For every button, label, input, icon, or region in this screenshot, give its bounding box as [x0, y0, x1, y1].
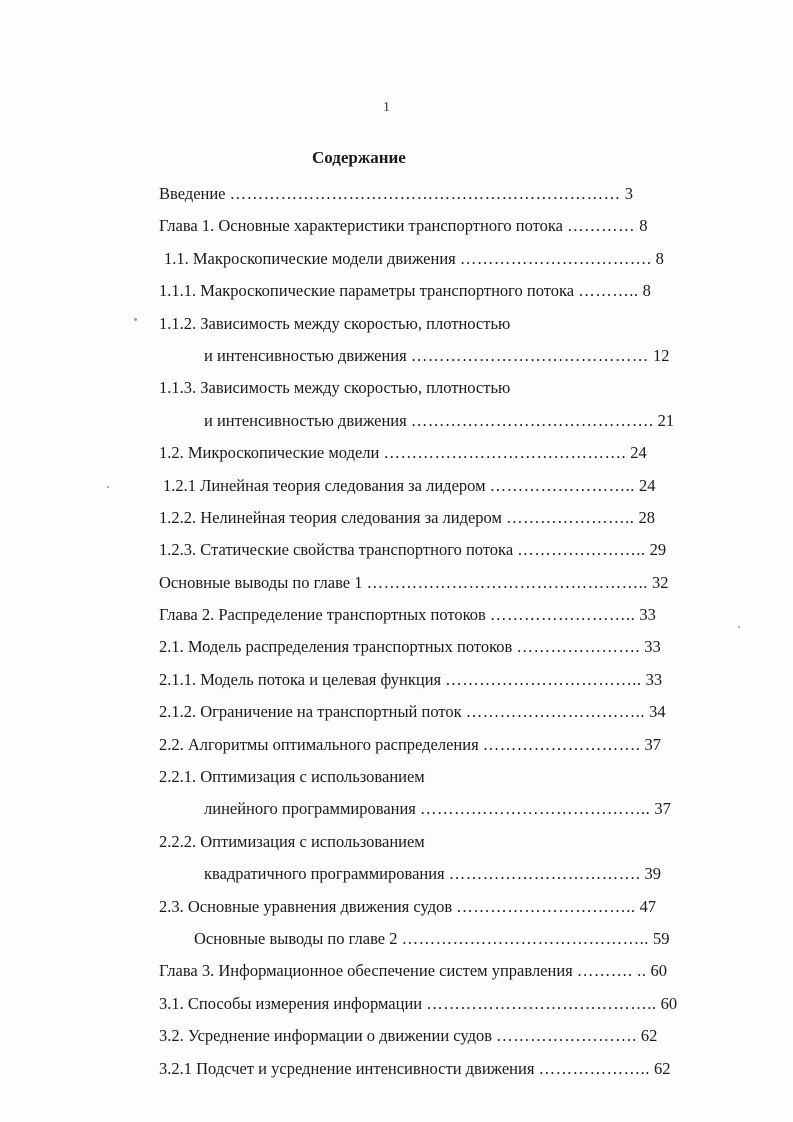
toc-page-number: 62	[640, 1026, 658, 1046]
toc-entry-line	[204, 340, 669, 372]
toc-entry-line	[159, 437, 647, 469]
toc-entry	[0, 340, 793, 372]
toc-leader-dots: …………………………………..	[420, 799, 651, 819]
toc-page-number: 47	[639, 896, 657, 916]
toc-page-number: 37	[644, 734, 662, 754]
toc-entry-text: Основные выводы по главе 2	[194, 928, 398, 948]
toc-leader-dots: …………	[567, 216, 636, 236]
page-title: Содержание	[312, 148, 406, 167]
toc-entry-text: линейного программирования	[204, 799, 416, 819]
toc-entry	[0, 1053, 793, 1085]
toc-page-number: 37	[654, 799, 671, 819]
scan-speck	[134, 318, 137, 321]
toc-entry	[0, 210, 793, 242]
toc-entry-line	[204, 793, 671, 825]
page-number: 1	[383, 100, 390, 115]
toc-leader-dots: …………………………………………..	[366, 572, 648, 592]
toc-entry-line	[159, 891, 656, 923]
toc-entry-text: 3.2. Усреднение информации о движении судов	[159, 1026, 493, 1046]
toc-entry-text: 1.1.3. Зависимость между скоростью, плотностью	[159, 378, 511, 398]
toc-entry	[0, 1020, 793, 1052]
toc-leader-dots: …………………………..	[465, 702, 646, 722]
toc-leader-dots: ………. ..	[576, 961, 647, 981]
toc-page-number: 59	[653, 928, 670, 948]
toc-entry	[0, 372, 793, 404]
toc-entry-text: 1.1.2. Зависимость между скоростью, плотностью	[159, 313, 511, 333]
toc-leader-dots: …………………………………..	[426, 993, 657, 1013]
toc-entry	[0, 178, 793, 210]
toc-leader-dots: ………………….	[516, 637, 641, 657]
toc-entry-line	[194, 923, 670, 955]
toc-leader-dots: …………………..	[517, 540, 646, 560]
toc-entry-text: Введение	[159, 184, 226, 203]
toc-page-number: 34	[649, 702, 666, 722]
toc-entry-text: Глава 1. Основные характеристики транспортного потока	[159, 216, 564, 236]
toc-entry-line	[159, 210, 648, 242]
toc-page-number: 60	[650, 961, 668, 981]
toc-entry	[0, 923, 793, 955]
toc-entry	[0, 502, 793, 534]
toc-entry	[0, 534, 793, 566]
toc-entry-line	[159, 178, 633, 210]
toc-entry-text: 2.2. Алгоритмы оптимального распределения	[159, 734, 479, 754]
toc-entry	[0, 275, 793, 307]
toc-entry	[0, 696, 793, 728]
toc-entry-text: 1.2.3. Статические свойства транспортного потока	[159, 540, 514, 560]
toc-entry-line	[159, 664, 662, 696]
toc-entry-text: и интенсивностью движения	[204, 410, 407, 430]
toc-leader-dots: …………………….	[496, 1026, 637, 1046]
toc-entry	[0, 664, 793, 696]
toc-page-number: 33	[645, 669, 663, 689]
toc-entry-text: 2.2.1. Оптимизация с использованием	[159, 767, 425, 787]
toc-page-number: 12	[652, 345, 670, 365]
toc-leader-dots: ……………………..	[489, 605, 636, 625]
toc-entry-text: Основные выводы по главе 1	[159, 572, 363, 592]
toc-leader-dots: ……………………..	[489, 475, 635, 495]
toc-entry	[0, 988, 793, 1020]
toc-entry-text: Глава 3. Информационное обеспечение систем управления	[159, 961, 573, 981]
toc-page-number: 33	[644, 637, 661, 657]
toc-leader-dots: …………………………………….	[410, 410, 654, 430]
toc-entry-text: 2.3. Основные уравнения движения судов	[159, 896, 453, 916]
toc-page-number: 8	[642, 281, 651, 301]
toc-entry	[0, 761, 793, 793]
toc-entry-line	[159, 955, 667, 987]
toc-page-number: 32	[652, 572, 669, 592]
toc-entry-text: квадратичного программирования	[204, 864, 445, 884]
toc-entry	[0, 729, 793, 761]
toc-page-number: 33	[639, 605, 656, 625]
toc-entry-text: 2.1.2. Ограничение на транспортный поток	[159, 702, 462, 722]
toc-page-number: 29	[649, 540, 667, 560]
toc-leader-dots: …………………………….	[459, 248, 652, 268]
toc-entry	[0, 308, 793, 340]
toc-entry-line	[159, 696, 666, 728]
toc-entry	[0, 470, 793, 502]
toc-leader-dots: …………………..	[506, 507, 635, 527]
toc-entry-text: Глава 2. Распределение транспортных потоков	[159, 605, 486, 625]
toc-leader-dots: …………………………..	[456, 896, 636, 916]
toc-entry-text: 3.2.1 Подсчет и усреднение интенсивности движения	[159, 1058, 535, 1078]
toc-entry-line	[159, 1020, 657, 1052]
toc-entry-line	[159, 761, 425, 793]
toc-leader-dots: ………..	[578, 281, 639, 301]
toc-leader-dots: ……………………………………………………………	[229, 184, 621, 203]
toc-entry	[0, 405, 793, 437]
toc-entry	[0, 437, 793, 469]
toc-entry-line	[159, 534, 666, 566]
toc-page-number: 3	[624, 184, 634, 203]
toc-entry-line	[159, 1053, 670, 1085]
toc-entry	[0, 826, 793, 858]
toc-page-number: 24	[639, 475, 656, 495]
table-of-contents	[0, 178, 793, 1085]
toc-entry-line	[159, 988, 677, 1020]
toc-entry-line	[163, 470, 656, 502]
toc-entry-text: 2.1.1. Модель потока и целевая функция	[159, 669, 442, 689]
toc-entry	[0, 955, 793, 987]
toc-page-number: 8	[655, 248, 664, 268]
toc-page-number: 8	[639, 216, 648, 236]
toc-entry-text: 3.1. Способы измерения информации	[159, 993, 423, 1013]
toc-entry-text: 2.1. Модель распределения транспортных потоков	[159, 637, 513, 657]
toc-page-number: 60	[660, 993, 678, 1013]
toc-leader-dots: ……………………………………	[410, 345, 649, 365]
toc-entry-text: 1.1.1. Макроскопические параметры транспортного потока	[159, 281, 575, 301]
toc-page-number: 62	[653, 1058, 671, 1078]
toc-entry-line	[159, 308, 510, 340]
toc-entry	[0, 599, 793, 631]
toc-entry-line	[159, 275, 651, 307]
toc-entry-line	[159, 567, 669, 599]
toc-entry-line	[204, 858, 661, 890]
toc-entry	[0, 891, 793, 923]
toc-entry-line	[159, 599, 656, 631]
toc-entry	[0, 243, 793, 275]
toc-entry	[0, 858, 793, 890]
toc-entry-text: и интенсивностью движения	[204, 345, 407, 365]
toc-page-number: 28	[638, 507, 655, 527]
toc-entry-line	[159, 729, 661, 761]
toc-entry-line	[159, 631, 661, 663]
toc-entry-line	[164, 243, 664, 275]
toc-entry-text: 1.1. Макроскопические модели движения	[164, 248, 456, 268]
toc-leader-dots: ………………..	[538, 1058, 650, 1078]
toc-entry-line	[204, 405, 674, 437]
toc-entry	[0, 793, 793, 825]
toc-entry-text: 1.2. Микроскопические модели	[159, 443, 380, 463]
scan-speck	[738, 626, 740, 628]
toc-entry-line	[159, 826, 425, 858]
toc-entry	[0, 631, 793, 663]
toc-page-number: 24	[630, 443, 647, 463]
toc-entry-text: 1.2.2. Нелинейная теория следования за лидером	[159, 507, 502, 527]
toc-entry-line	[159, 372, 510, 404]
toc-page-number: 21	[657, 410, 675, 430]
toc-entry-text: 1.2.1 Линейная теория следования за лидером	[163, 475, 486, 495]
toc-leader-dots: ……………………………..	[445, 669, 642, 689]
toc-page-number: 39	[644, 864, 662, 884]
toc-leader-dots: ……………………….	[482, 734, 641, 754]
toc-leader-dots: …………………………………….	[383, 443, 627, 463]
toc-entry-line	[159, 502, 655, 534]
scan-speck	[107, 486, 109, 488]
toc-entry-text: 2.2.2. Оптимизация с использованием	[159, 831, 425, 851]
toc-entry	[0, 567, 793, 599]
toc-leader-dots: …………………………….	[448, 864, 641, 884]
toc-leader-dots: ……………………………………..	[401, 928, 649, 948]
